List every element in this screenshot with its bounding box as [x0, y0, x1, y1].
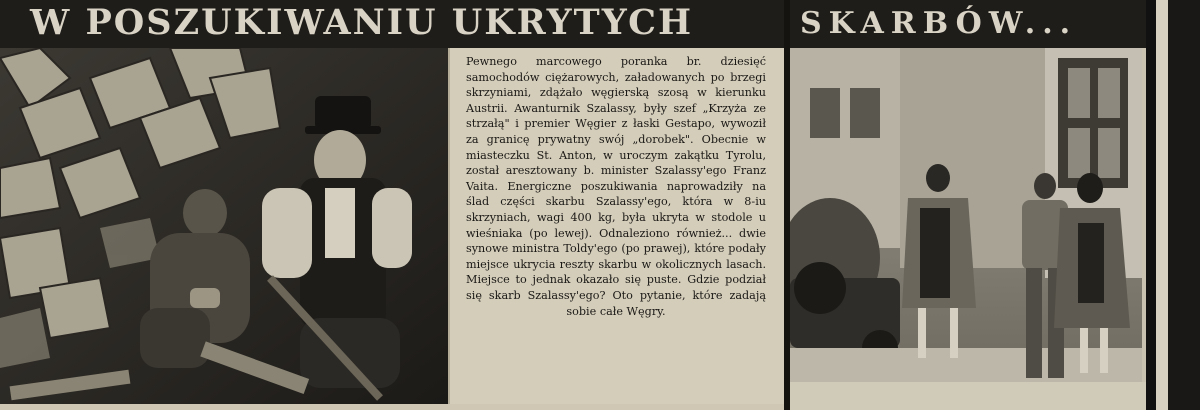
- page-bottom-margin: [790, 382, 1146, 410]
- photo-three-women: [790, 48, 1142, 382]
- headline-band-left: [0, 0, 784, 48]
- photo-barn-illustration: [0, 48, 448, 404]
- article-body: Pewnego marcowego poranka br. dziesięć samochodów ciężarowych, załadowanych po brzegi skrzyniami, zdążało węgierską szosą w kierunku Austrii. Awanturnik Szalassy, były szef „Krzyża ze strzałą" i premier Węgier z łaski Gestapo, wywoził za granicę prywatny swój „dorobek". Obecnie w miasteczku St. Anton, w uroczym zakątku Tyrolu, został aresztowany b. minister Szalassy'ego Franz Vaita. Energiczne poszukiwania naprowadziły na ślad części skarbu Szalassy'ego, która w 8-iu skrzyniach, wagi 400 kg, była ukryta w stodole u wieśniaka (po lewej). Odnaleziono również... dwie synowe ministra Toldy'ego (po prawej), które podały miejsce ukrycia reszty skarbu w okolicznych lasach. Miejsce to jednak okazało się puste. Gdzie podział się skarb Szalassy'ego? Oto pytanie, które zadają sobie całe Węgry.: [466, 55, 766, 318]
- headline-left-text: W POSZUKIWANIU UKRYTYCH: [30, 2, 694, 43]
- page-edge-dark: [1168, 0, 1200, 410]
- photo-street-illustration: [790, 48, 1142, 382]
- headline-band-right: [790, 0, 1146, 48]
- photo-barn-search: [0, 48, 448, 404]
- column-strip: [1156, 0, 1168, 410]
- right-page: [790, 0, 1200, 410]
- column-rule: [1146, 0, 1156, 410]
- headline-right-text: SKARBÓW...: [800, 6, 1078, 41]
- article-panel: [448, 48, 784, 404]
